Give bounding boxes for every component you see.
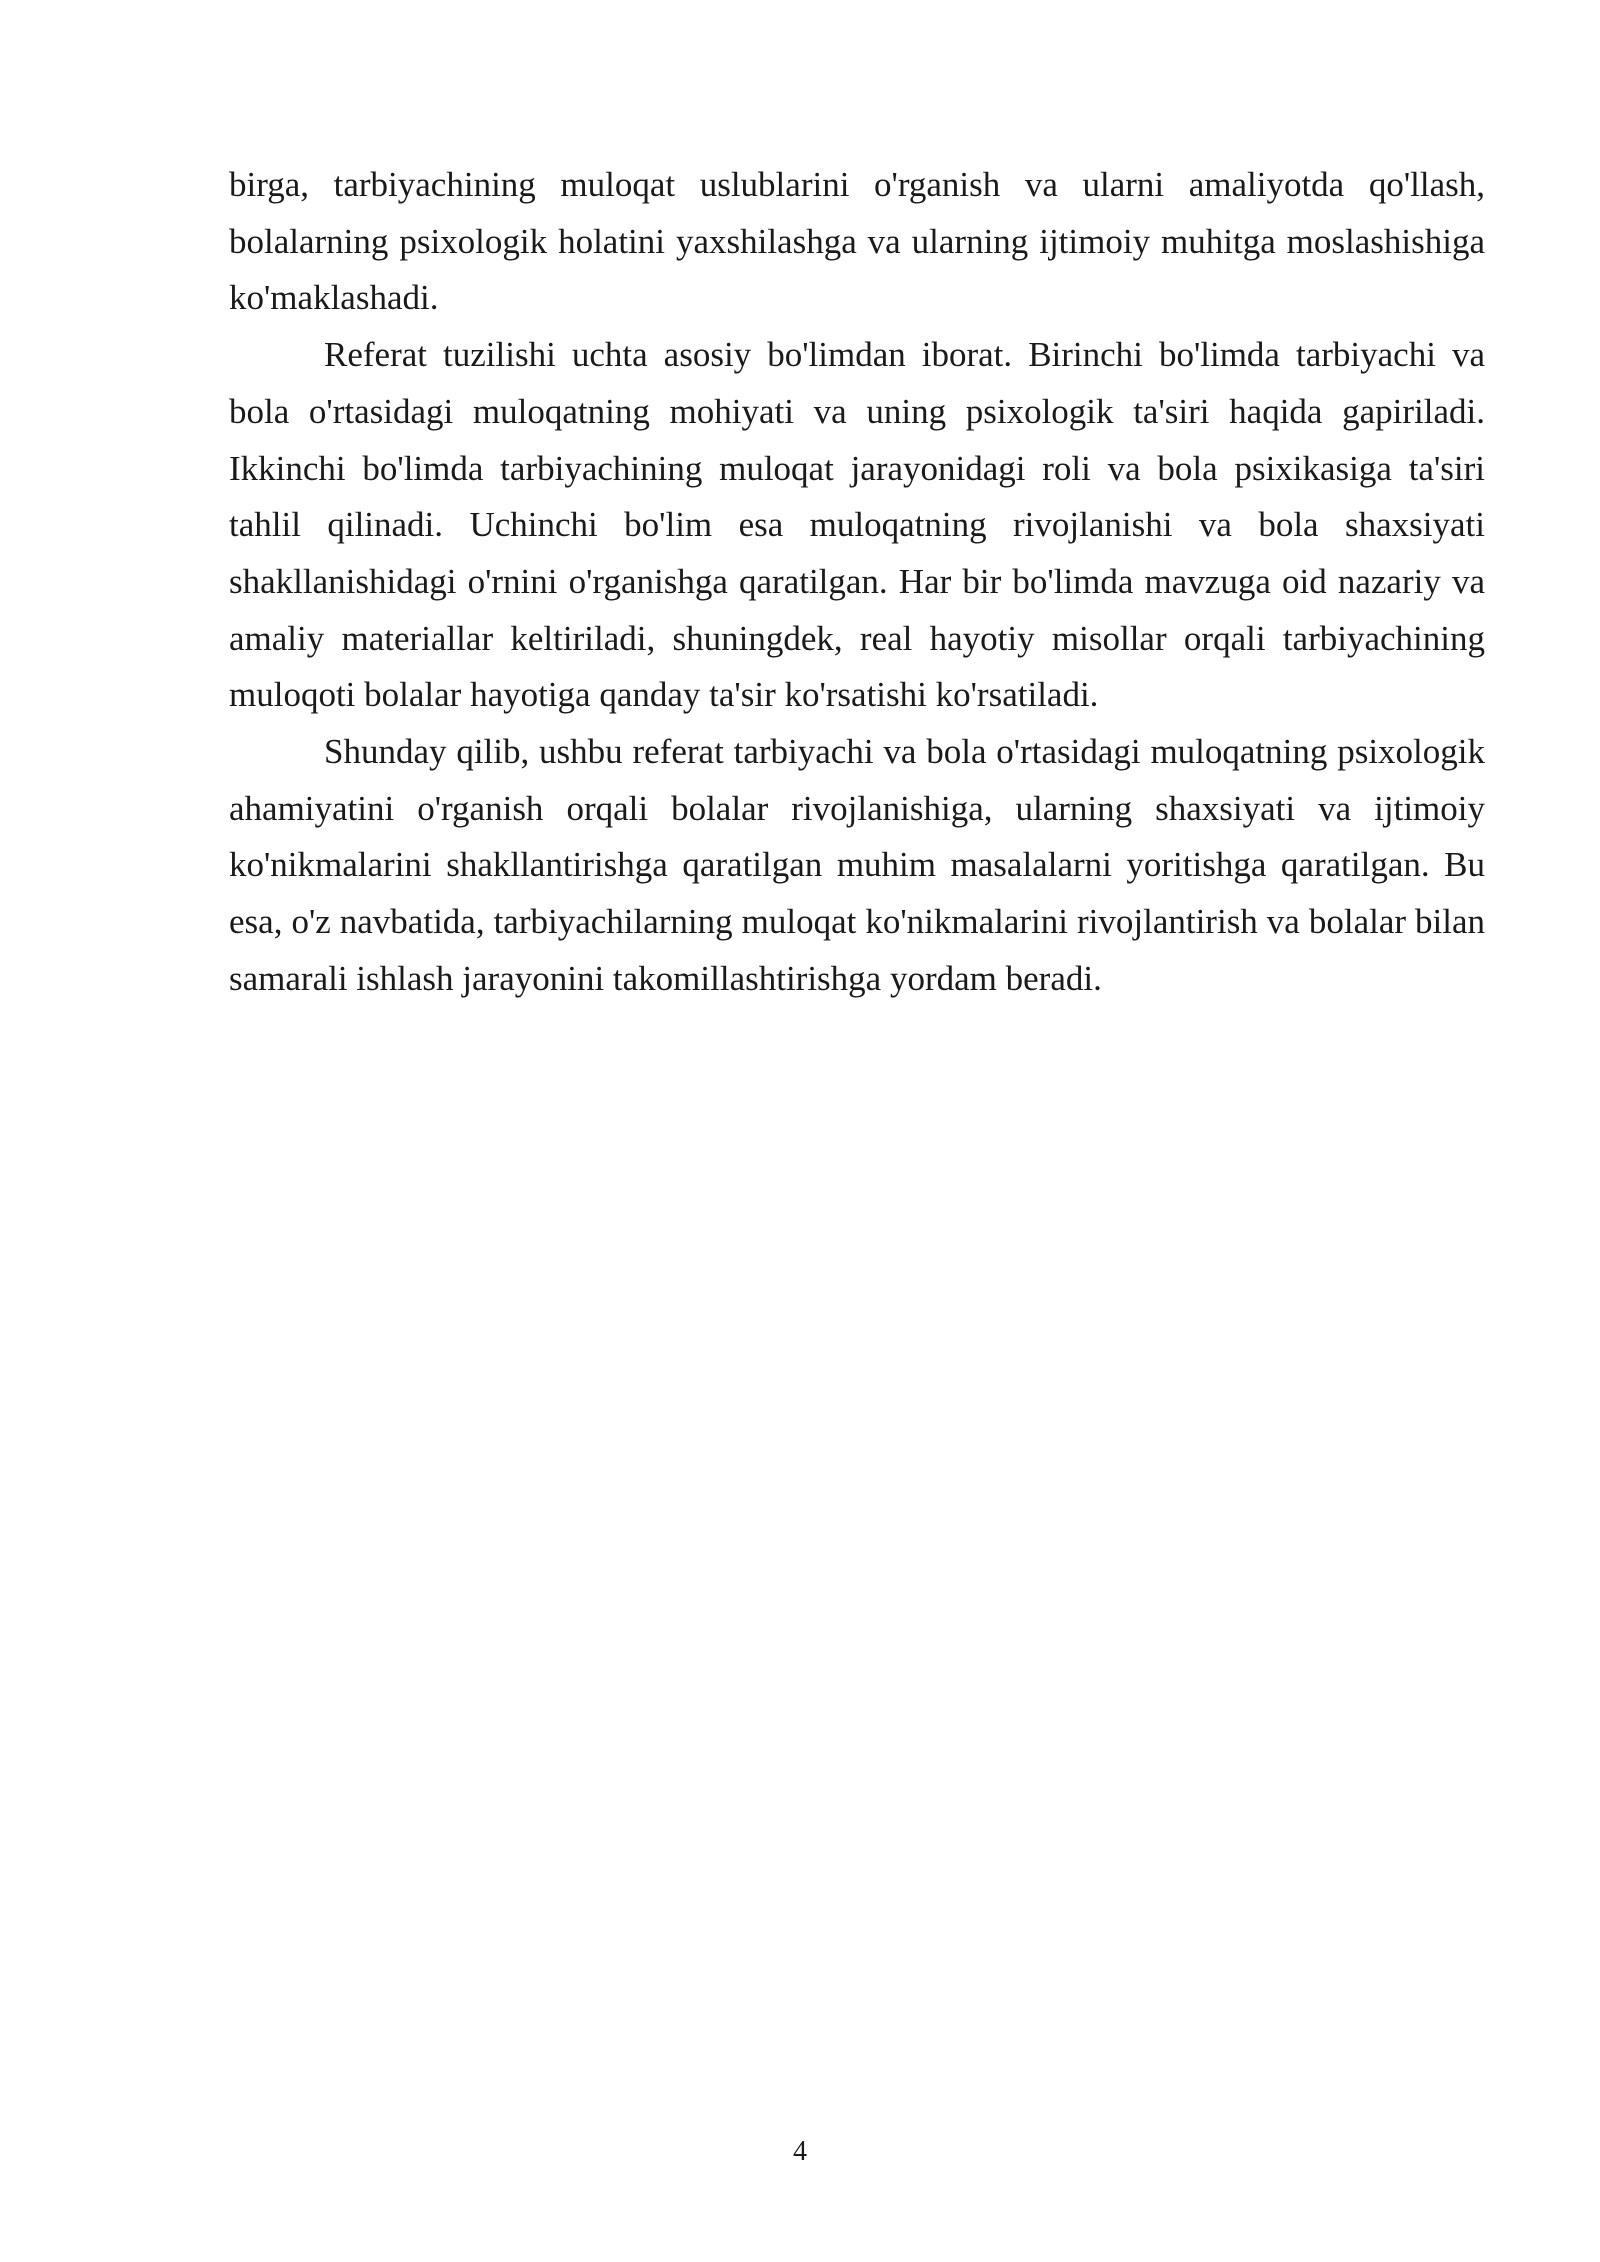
- paragraph-structure: Referat tuzilishi uchta asosiy bo'limdan iborat. Birinchi bo'limda tarbiyachi va bola o'rtasidagi muloqatning mohiyati va uning psixologik ta'siri haqida gapiriladi. Ikkinchi bo'limda tarbiyachining muloqat jarayonidagi roli va bola psixikasiga ta'siri tahlil qilinadi. Uchinchi bo'lim esa muloqatning rivojlanishi va bola shaxsiyati shakllanishidagi o'rnini o'rganishga qaratilgan. Har bir bo'limda mavzuga oid nazariy va amaliy materiallar keltiriladi, shuningdek, real hayotiy misollar orqali tarbiyachining muloqoti bolalar hayotiga qanday ta'sir ko'rsatishi ko'rsatiladi.: [229, 335, 1485, 715]
- body-text: [229, 157, 1485, 1008]
- page-number: 4: [793, 2136, 807, 2167]
- paragraph-conclusion: Shunday qilib, ushbu referat tarbiyachi va bola o'rtasidagi muloqatning psixologik ahamiyatini o'rganish orqali bolalar rivojlanishiga, ularning shaxsiyati va ijtimoiy ko'nikmalarini shakllantirishga qaratilgan muhim masalalarni yoritishga qaratilgan. Bu esa, o'z navbatida, tarbiyachilarning muloqat ko'nikmalarini rivojlantirish va bolalar bilan samarali ishlash jarayonini takomillashtirishga yordam beradi.: [229, 732, 1485, 998]
- paragraph-continuation: birga, tarbiyachining muloqat uslublarini o'rganish va ularni amaliyotda qo'llash, bolalarning psixologik holatini yaxshilashga va ularning ijtimoiy muhitga moslashishiga ko'maklashadi.: [229, 165, 1485, 318]
